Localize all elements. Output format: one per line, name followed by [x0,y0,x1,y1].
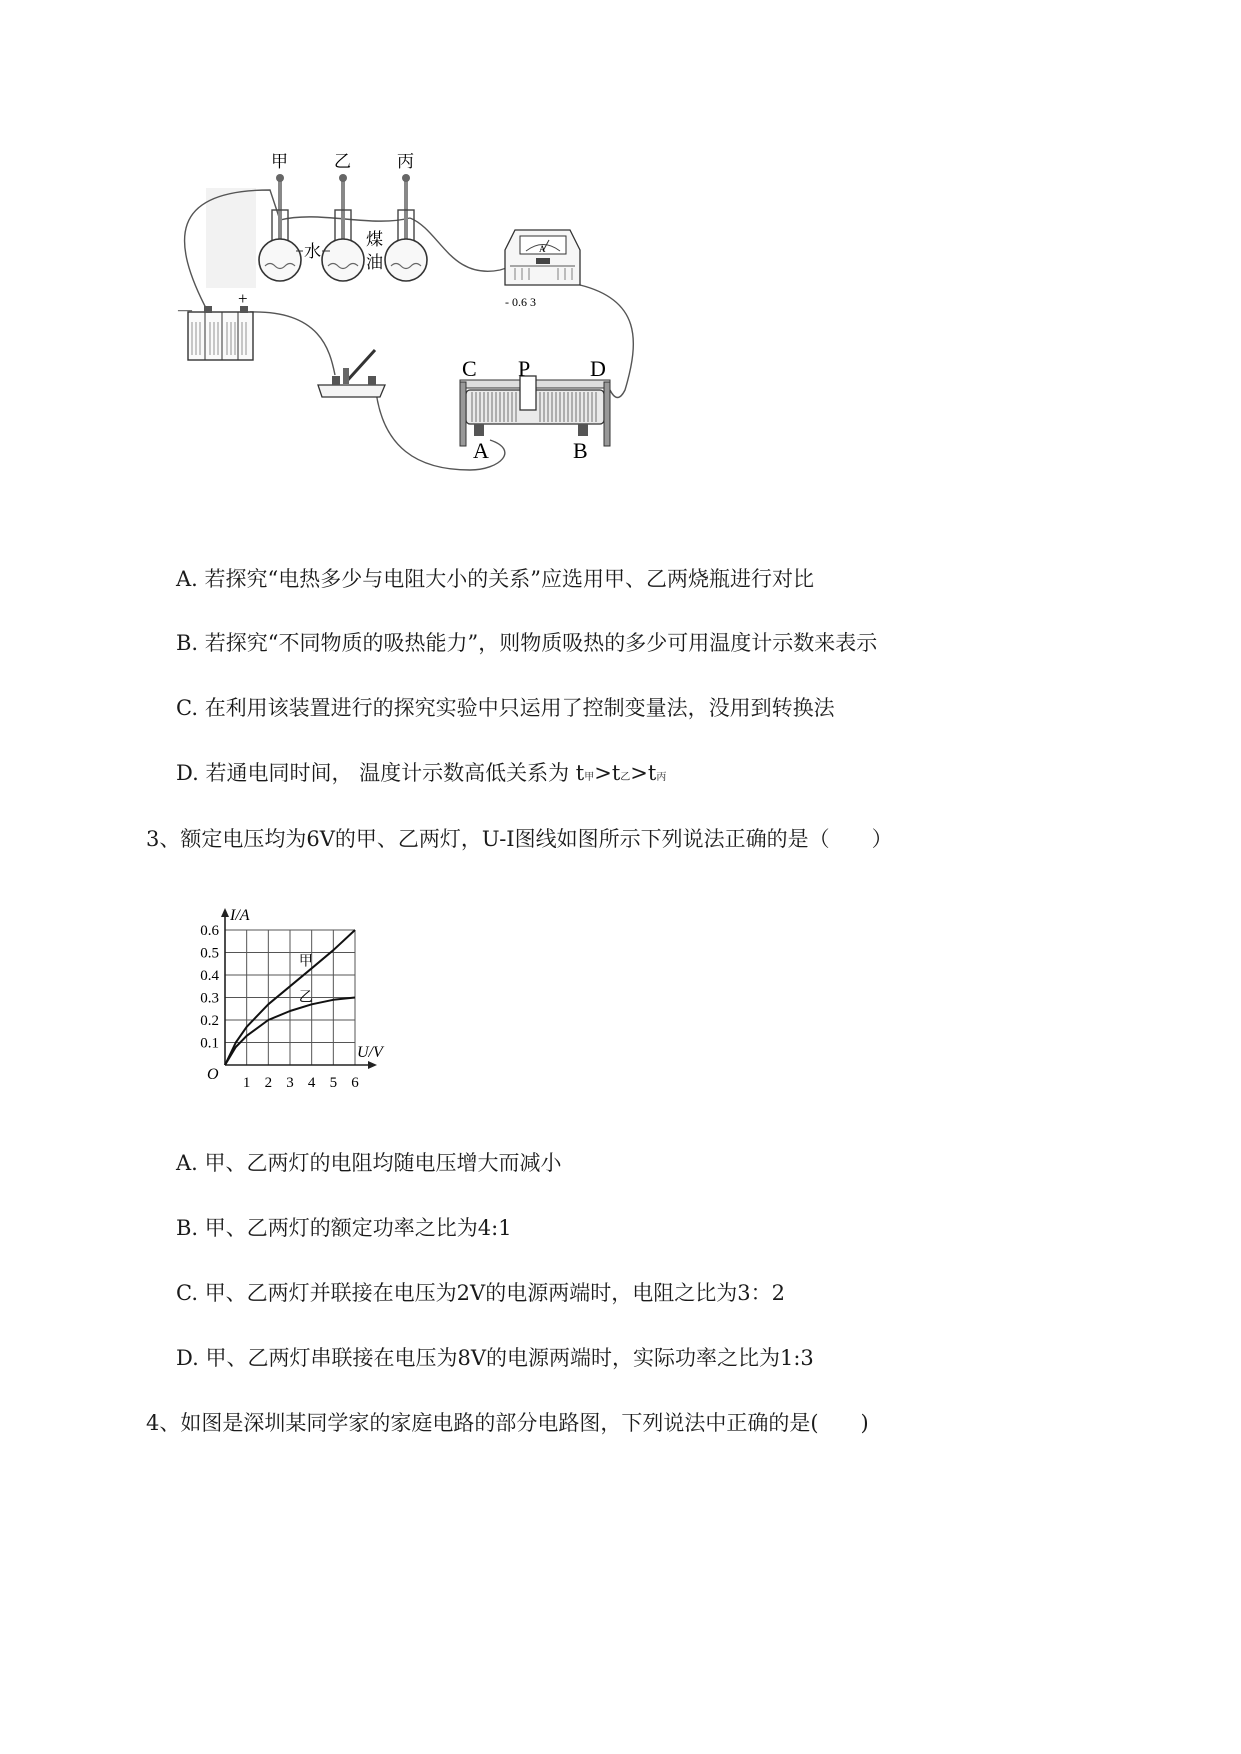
x-tick-label: 2 [264,1075,273,1091]
sliding-rheostat [460,376,610,446]
x-tick-label: 5 [329,1075,338,1091]
circuit-figure [170,150,730,530]
liquid-label-water: 水 [304,242,321,262]
y-tick-label: 0.3 [200,990,219,1007]
rheostat-label-p: P [518,356,531,381]
x-tick-label: 3 [286,1075,294,1091]
q2-option-b-text: 若探究“不同物质的吸热能力”，则物质吸热的多少可用温度计示数来表示 [204,631,878,655]
q2-option-d [176,759,666,792]
q2-option-b [176,629,877,657]
q2-option-d-letter: D. [176,761,199,785]
ammeter-scale: - 0.6 3 [505,295,536,309]
q2-option-d-mid1: >t [594,761,621,785]
ammeter [505,230,580,285]
series-label-jia: 甲 [298,954,313,970]
series-label-yi: 乙 [298,990,313,1006]
q2-option-d-sub-yi: 乙 [620,772,631,783]
q4-stem: 4、如图是深圳某同学家的家庭电路的部分电路图，下列说法中正确的是( ) [146,1411,869,1435]
q3-option-d-text: 甲、乙两灯串联接在电压为8V的电源两端时，实际功率之比为1:3 [205,1346,814,1370]
q3-option-a [176,1149,562,1177]
ui-chart [180,895,420,1105]
liquid-label-kerosene-1: 煤 [366,230,383,250]
q3-option-a-letter: A. [176,1151,198,1175]
y-axis-label: I/A [230,907,250,924]
q2-option-d-mid2: >t [630,761,657,785]
flask-label-bing: 丙 [397,152,414,172]
q3-option-d [176,1344,814,1372]
q2-option-c [176,694,835,722]
q2-option-c-letter: C. [176,696,198,720]
q3-option-a-text: 甲、乙两灯的电阻均随电压增大而减小 [204,1151,562,1175]
q3-option-b [176,1214,512,1242]
q2-option-b-letter: B. [176,631,199,655]
battery-minus-label: — [178,303,192,318]
q2-option-a-letter: A. [176,567,198,591]
q2-option-d-sub-jia: 甲 [584,772,595,783]
q2-option-d-prefix: 若通电同时间， 温度计示数高低关系为 t [205,761,585,785]
q3-option-b-letter: B. [176,1216,199,1240]
knife-switch [318,350,385,397]
flask-yi [322,174,364,281]
q3-option-c-letter: C. [176,1281,198,1305]
flask-bing [385,174,427,281]
q3-option-b-text: 甲、乙两灯的额定功率之比为4:1 [204,1216,512,1240]
rheostat-label-c: C [462,356,477,381]
x-tick-label: 1 [242,1075,251,1091]
x-tick-label: 4 [307,1075,316,1091]
y-tick-label: 0.4 [200,968,219,984]
origin-label: O [207,1066,219,1083]
x-axis-label: U/V [357,1044,383,1061]
q2-option-c-text: 在利用该装置进行的探究实验中只运用了控制变量法，没用到转换法 [204,696,835,720]
y-tick-label: 0.2 [200,1013,219,1029]
x-axis-arrow [368,1061,377,1069]
rheostat-label-a: A [473,438,489,463]
rheostat-label-d: D [590,356,606,381]
background-shade [206,188,256,288]
q2-option-d-sub-bing: 丙 [656,772,667,783]
q3-stem: 3、额定电压均为6V的甲、乙两灯，U-I图线如图所示下列说法正确的是（ ） [146,827,893,851]
y-axis-arrow [221,908,229,917]
q3-option-c-text: 甲、乙两灯并联接在电压为2V的电源两端时，电阻之比为3：2 [204,1281,785,1305]
q3-option-d-letter: D. [176,1346,199,1370]
wire-battery-to-switch [250,312,335,375]
q3-option-c [176,1279,785,1307]
battery-plus-label: + [238,289,248,308]
x-tick-label: 6 [351,1075,359,1091]
liquid-label-kerosene-2: 油 [366,253,383,273]
y-tick-label: 0.1 [200,1035,219,1052]
y-tick-label: 0.6 [200,923,219,939]
battery [188,306,253,360]
flask-label-jia: 甲 [271,152,288,172]
y-tick-label: 0.5 [200,945,219,962]
q2-option-a [176,565,814,593]
ammeter-letter: A [539,244,546,254]
rheostat-label-b: B [573,438,588,463]
flask-label-yi: 乙 [334,152,351,172]
q2-option-a-text: 若探究“电热多少与电阻大小的关系”应选用甲、乙两烧瓶进行对比 [204,567,815,591]
